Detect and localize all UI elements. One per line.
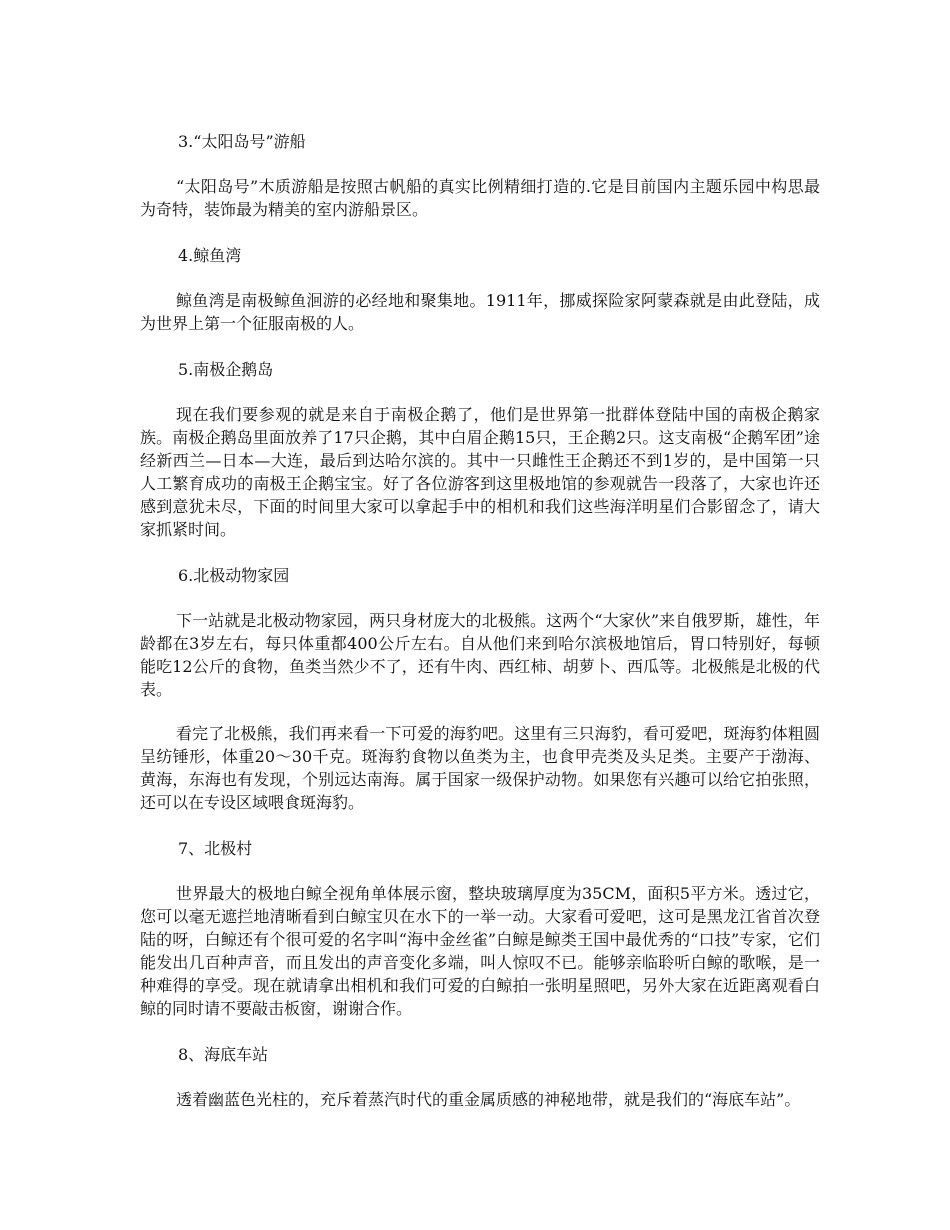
section-heading: 4.鲸鱼湾 <box>178 246 242 265</box>
paragraph: “太阳岛号”木质游船是按照古帆船的真实比例精细打造的.它是目前国内主题乐园中构思最为奇特，装饰最为精美的室内游船景区。 <box>140 177 820 219</box>
paragraph: 透着幽蓝色光柱的，充斥着蒸汽时代的重金属质感的神秘地带，就是我们的“海底车站”。 <box>176 1090 801 1109</box>
document-body <box>140 130 820 1134</box>
section-arctic-village <box>140 837 820 1020</box>
section-heading: 7、北极村 <box>178 839 253 858</box>
section-heading: 3.“太阳岛号”游船 <box>178 132 306 151</box>
paragraph: 下一站就是北极动物家园，两只身材庞大的北极熊。这两个“大家伙”来自俄罗斯，雄性，年龄都在3岁左右，每只体重都400公斤左右。自从他们来到哈尔滨极地馆后，胃口特别好，每顿能吃12公斤的食物，鱼类当然少不了，还有牛肉、西红柿、胡萝卜、西瓜等。北极熊是北极的代表。 <box>140 611 820 699</box>
section-sun-island-boat <box>140 130 820 221</box>
section-undersea-station <box>140 1043 820 1111</box>
paragraph: 现在我们要参观的就是来自于南极企鹅了，他们是世界第一批群体登陆中国的南极企鹅家族。南极企鹅岛里面放养了17只企鹅，其中白眉企鹅15只，王企鹅2只。这支南极“企鹅军团”途经新西兰—日本—大连，最后到达哈尔滨的。其中一只雌性王企鹅还不到1岁的，是中国第一只人工繁育成功的南极王企鹅宝宝。好了各位游客到这里极地馆的参观就告一段落了，大家也许还感到意犹未尽，下面的时间里大家可以拿起手中的相机和我们这些海洋明星们合影留念了，请大家抓紧时间。 <box>140 405 820 539</box>
paragraph: 鲸鱼湾是南极鲸鱼洄游的必经地和聚集地。1911年，挪威探险家阿蒙森就是由此登陆，成为世界上第一个征服南极的人。 <box>140 291 820 333</box>
paragraph: 看完了北极熊，我们再来看一下可爱的海豹吧。这里有三只海豹，看可爱吧，斑海豹体粗圆呈纺锤形，体重20～30千克。斑海豹食物以鱼类为主，也食甲壳类及头足类。主要产于渤海、黄海，东海也有发现，个别远达南海。属于国家一级保护动物。如果您有兴趣可以给它拍张照，还可以在专设区域喂食斑海豹。 <box>140 724 820 812</box>
section-heading: 5.南极企鹅岛 <box>178 360 274 379</box>
section-penguin-island <box>140 358 820 541</box>
section-arctic-animal-home <box>140 564 820 814</box>
section-heading: 8、海底车站 <box>178 1045 269 1064</box>
section-whale-bay <box>140 244 820 335</box>
paragraph: 世界最大的极地白鲸全视角单体展示窗，整块玻璃厚度为35CM，面积5平方米。透过它，您可以毫无遮拦地清晰看到白鲸宝贝在水下的一举一动。大家看可爱吧，这可是黑龙江省首次登陆的呀，白鲸还有个很可爱的名字叫“海中金丝雀”白鲸是鲸类王国中最优秀的“口技”专家，它们能发出几百种声音，而且发出的声音变化多端，叫人惊叹不已。能够亲临聆听白鲸的歌喉，是一种难得的享受。现在就请拿出相机和我们可爱的白鲸拍一张明星照吧，另外大家在近距离观看白鲸的同时请不要敲击板窗，谢谢合作。 <box>140 884 820 1018</box>
section-heading: 6.北极动物家园 <box>178 566 290 585</box>
